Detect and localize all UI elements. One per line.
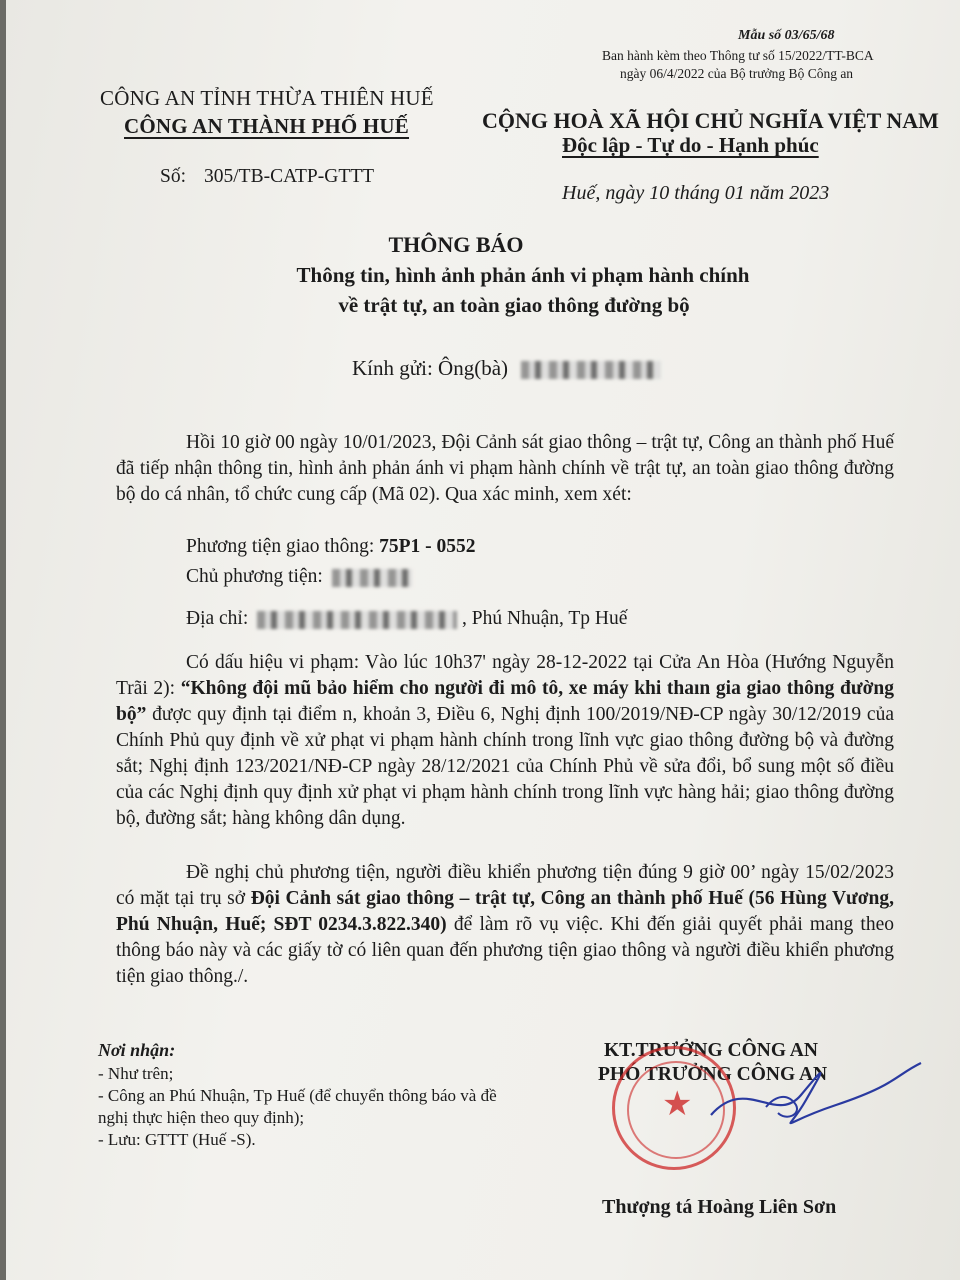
recipient-label: Kính gửi: Ông(bà) [352, 356, 509, 380]
notice-title: THÔNG BÁO [388, 232, 524, 257]
redacted-address [257, 611, 457, 629]
signer-name: Thượng tá Hoàng Liên Sơn [602, 1196, 837, 1218]
document-page [6, 0, 960, 1280]
form-issued-line2: ngày 06/4/2022 của Bộ trưởng Bộ Công an [620, 66, 854, 81]
notice-subtitle-1: Thông tin, hình ảnh phản ánh vi phạm hành chính [296, 263, 750, 287]
intro-paragraph: Hồi 10 giờ 00 ngày 10/01/2023, Đội Cảnh sát giao thông – trật tự, Công an thành phố Huế đã tiếp nhận thông tin, hình ảnh phản ánh vi phạm hành chính về trật tự, an toàn giao thông đường bộ do cá nhân, tổ chức cung cấp (Mã 02). Qua xác minh, xem xét: [116, 432, 894, 505]
address-line [186, 608, 627, 630]
violation-legal-basis: được quy định tại điểm n, khoản 3, Điều 6, Nghị định 100/2019/NĐ-CP ngày 30/12/2019 của Chính Phủ quy định về xử phạt vi phạm hành chính trong lĩnh vực giao thông đường bộ và đường sắt; Nghị định 123/2021/NĐ-CP ngày 28/12/2021 của Chính Phủ về sửa đổi, bổ sung một số điều của các Nghị định quy định xử phạt vi phạm hành chính trong lĩnh vực hàng hải; giao thông đường bộ, đường sắt; hàng không dân dụng. [116, 704, 894, 829]
doc-number-label: Số: [160, 166, 187, 187]
address-suffix: , Phú Nhuận, Tp Huế [462, 608, 628, 629]
form-number: Mẫu số 03/65/68 [738, 28, 835, 43]
request-intro: Đề nghị chủ phương tiện, người điều khiển phương tiện đúng 9 giờ 00’ ngày 15/02/2023 có mặt tại trụ sở [116, 862, 894, 909]
redacted-owner [332, 569, 412, 587]
violation-paragraph [116, 650, 894, 832]
vehicle-label: Phương tiện giao thông: [186, 536, 375, 557]
vehicle-plate: 75P1 - 0552 [379, 536, 476, 557]
place-date: Huế, ngày 10 tháng 01 năm 2023 [562, 182, 830, 204]
notice-subtitle-2: về trật tự, an toàn giao thông đường bộ [338, 293, 690, 317]
doc-number: 305/TB-CATP-GTTT [204, 166, 375, 187]
owner-line [186, 566, 412, 588]
address-label: Địa chỉ: [186, 608, 249, 629]
request-location: Đội Cảnh sát giao thông – trật tự, Công an thành phố Huế (56 Hùng Vương, Phú Nhuận, Huế; SĐT 0234.3.822.340) [116, 888, 895, 935]
recipients-item-3: - Lưu: GTTT (Huế -S). [98, 1130, 256, 1149]
signer-title-1: KT.TRƯỞNG CÔNG AN [604, 1040, 818, 1061]
agency-parent: CÔNG AN TỈNH THỪA THIÊN HUẾ [100, 86, 434, 110]
star-icon: ★ [662, 1084, 693, 1124]
agency-name: CÔNG AN THÀNH PHỐ HUẾ [124, 114, 410, 138]
vehicle-line [186, 536, 476, 558]
handwritten-signature [706, 1055, 926, 1135]
violation-description: “Không đội mũ bảo hiểm cho người đi mô tô, xe máy khi thaın gia giao thông đường bộ” [116, 678, 894, 725]
recipient-line [352, 356, 661, 381]
recipients-heading: Nơi nhận: [98, 1040, 176, 1060]
violation-intro: Có dấu hiệu vi phạm: Vào lúc 10h37' ngày 28-12-2022 tại Cửa An Hòa (Hướng Nguyễn Trãi 2): [116, 652, 894, 699]
request-instructions: để làm rõ vụ việc. Khi đến giải quyết phải mang theo thông báo này và các giấy tờ có liên quan đến phương tiện giao thông và người điều khiển phương tiện giao thông./. [116, 914, 894, 987]
owner-label: Chủ phương tiện: [186, 566, 323, 587]
signer-title-2: PHÓ TRƯỞNG CÔNG AN [598, 1064, 828, 1085]
form-issued-line1: Ban hành kèm theo Thông tư số 15/2022/TT-BCA [602, 48, 874, 63]
recipients-item-2: - Công an Phú Nhuận, Tp Huế (để chuyển thông báo và đề nghị thực hiện theo quy định); [98, 1086, 497, 1127]
request-paragraph [116, 860, 894, 990]
recipients-item-1: - Như trên; [98, 1064, 174, 1083]
country-name: CỘNG HOÀ XÃ HỘI CHỦ NGHĨA VIỆT NAM [482, 108, 939, 133]
redacted-name [521, 361, 661, 379]
national-motto: Độc lập - Tự do - Hạnh phúc [562, 133, 819, 157]
